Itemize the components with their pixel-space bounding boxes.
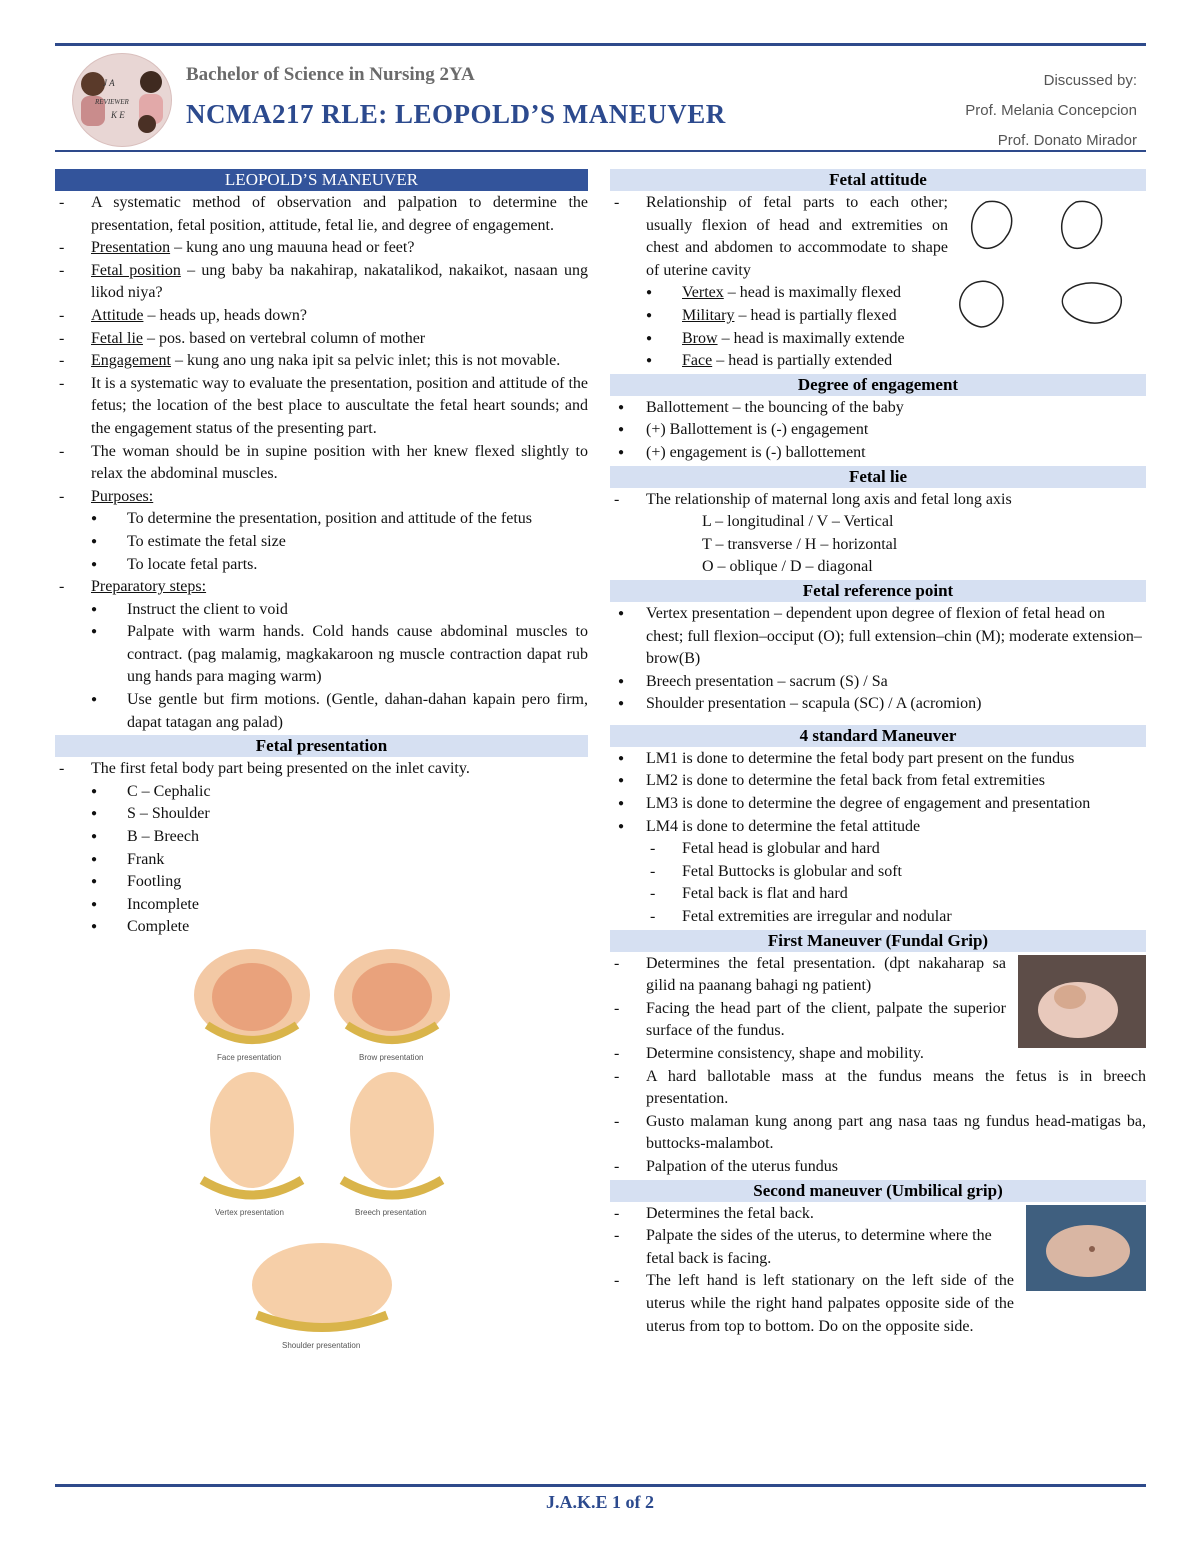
list-item: ● Shoulder presentation – scapula (SC) / A (acromion) bbox=[610, 693, 1146, 716]
list-item: ● (+) engagement is (-) ballottement bbox=[610, 442, 1146, 465]
list-item: ● S – Shoulder bbox=[91, 803, 588, 826]
purposes-list bbox=[91, 508, 588, 576]
lm4-text: LM4 is done to determine the fetal attitude bbox=[646, 817, 921, 835]
section-heading-fetal-lie: Fetal lie bbox=[610, 466, 1146, 488]
list-item: - The woman should be in supine position with her knew flexed slightly to relax the abdominal muscles. bbox=[55, 441, 588, 486]
section-heading-4-standard-maneuver: 4 standard Maneuver bbox=[610, 725, 1146, 747]
definition: – kung ano ung mauuna head or feet? bbox=[170, 239, 415, 257]
list-item: ● (+) Ballottement is (-) engagement bbox=[610, 419, 1146, 442]
fp-intro: The first fetal body part being presented on the inlet cavity. bbox=[91, 760, 470, 778]
fetal-attitude-list bbox=[610, 192, 1146, 373]
attitude-intro: Relationship of fetal parts to each other; usually flexion of head and extremities on chest and abdomen to accommodate to shape of uterine cavity bbox=[646, 194, 948, 279]
term-vertex: Vertex bbox=[682, 284, 724, 302]
list-item: - Gusto malaman kung anong part ang nasa taas ng fundus head-matigas ba, buttocks-malambot. bbox=[610, 1111, 1146, 1156]
list-item: - Facing the head part of the client, palpate the superior surface of the fundus. bbox=[610, 998, 1146, 1043]
section-heading-second-maneuver: Second maneuver (Umbilical grip) bbox=[610, 1180, 1146, 1202]
list-item: - A hard ballotable mass at the fundus means the fetus is in breech presentation. bbox=[610, 1066, 1146, 1111]
definition: – head is maximally flexed bbox=[723, 284, 902, 302]
logo bbox=[72, 53, 172, 147]
svg-text:J A: J A bbox=[103, 78, 115, 88]
term-attitude: Attitude bbox=[91, 306, 144, 324]
shoulder-presentation-illustration bbox=[252, 1243, 392, 1328]
list-item: - Fetal Buttocks is globular and soft bbox=[646, 861, 1146, 884]
list-item: - Fetal back is flat and hard bbox=[646, 883, 1146, 906]
list-item bbox=[610, 816, 1146, 929]
lie-code-line: O – oblique / D – diagonal bbox=[702, 558, 873, 576]
spacer bbox=[610, 716, 1146, 724]
right-column bbox=[610, 168, 1146, 1338]
list-item bbox=[646, 305, 1146, 328]
term-presentation: Presentation bbox=[91, 239, 171, 257]
list-item bbox=[55, 237, 588, 260]
list-item: ● Ballottement – the bouncing of the baby bbox=[610, 397, 1146, 420]
figure-label-shoulder: Shoulder presentation bbox=[282, 1341, 361, 1350]
list-item bbox=[646, 350, 1146, 373]
list-item: ● To determine the presentation, position and attitude of the fetus bbox=[91, 508, 588, 531]
second-maneuver-list bbox=[610, 1203, 1146, 1339]
term-face: Face bbox=[682, 352, 713, 370]
figure-label-face: Face presentation bbox=[217, 1053, 282, 1062]
section-heading-leopold: LEOPOLD’S MANEUVER bbox=[55, 169, 588, 191]
list-item bbox=[55, 486, 588, 576]
vertex-presentation-illustration bbox=[202, 1072, 302, 1195]
figure-label-breech: Breech presentation bbox=[355, 1208, 427, 1217]
term-military: Military bbox=[682, 306, 735, 324]
lm4-sublist bbox=[646, 838, 1146, 928]
preparatory-steps-label: Preparatory steps: bbox=[91, 578, 207, 596]
list-item: ● C – Cephalic bbox=[91, 781, 588, 804]
term-brow: Brow bbox=[682, 329, 718, 347]
list-item: ● Frank bbox=[91, 849, 588, 872]
engagement-list bbox=[610, 397, 1146, 465]
list-item: ● Complete bbox=[91, 916, 588, 939]
purposes-label: Purposes: bbox=[91, 487, 154, 505]
page-footer: J.A.K.E 1 of 2 bbox=[546, 1492, 654, 1512]
section-heading-engagement: Degree of engagement bbox=[610, 374, 1146, 396]
list-item: - Determines the fetal presentation. (dpt nakaharap sa gilid na paanang bahagi ng patient) bbox=[610, 953, 1146, 998]
section-heading-fetal-presentation: Fetal presentation bbox=[55, 735, 588, 757]
list-item: - Fetal extremities are irregular and nodular bbox=[646, 906, 1146, 929]
list-item bbox=[55, 260, 588, 305]
page-title: NCMA217 RLE: LEOPOLD’S MANEUVER bbox=[186, 99, 726, 129]
list-item bbox=[55, 576, 588, 734]
footer-rule bbox=[55, 1484, 1146, 1487]
list-item: ● Footling bbox=[91, 871, 588, 894]
definition: – head is maximally extende bbox=[717, 329, 905, 347]
list-item: ● To locate fetal parts. bbox=[91, 554, 588, 577]
list-item bbox=[646, 328, 1146, 351]
list-item: - The left hand is left stationary on the left side of the uterus while the right hand palpates opposite side of the uterus from top to bottom. Do on the opposite side. bbox=[610, 1270, 1146, 1338]
header-divider bbox=[55, 150, 1146, 152]
fetal-lie-codes bbox=[610, 511, 1146, 579]
list-item: ● LM3 is done to determine the degree of engagement and presentation bbox=[610, 793, 1146, 816]
logo-illustration bbox=[73, 54, 171, 146]
list-item: ● Vertex presentation – dependent upon degree of flexion of fetal head on chest; full flexion–occiput (O); full extension–chin (M); moderate extension–brow(B) bbox=[610, 603, 1146, 671]
list-item: ● To estimate the fetal size bbox=[91, 531, 588, 554]
list-item: ● LM1 is done to determine the fetal body part present on the fundus bbox=[610, 748, 1146, 771]
list-item: ● Incomplete bbox=[91, 894, 588, 917]
brow-presentation-illustration bbox=[334, 949, 450, 1041]
definition: – pos. based on vertebral column of mother bbox=[142, 329, 426, 347]
preparatory-steps-list bbox=[91, 599, 588, 735]
list-item: - Determine consistency, shape and mobility. bbox=[610, 1043, 1146, 1066]
section-heading-first-maneuver: First Maneuver (Fundal Grip) bbox=[610, 930, 1146, 952]
figure-label-brow: Brow presentation bbox=[359, 1053, 424, 1062]
list-item: - Determines the fetal back. bbox=[610, 1203, 1146, 1226]
section-heading-reference-point: Fetal reference point bbox=[610, 580, 1146, 602]
reference-point-list bbox=[610, 603, 1146, 716]
list-item: ● Breech presentation – sacrum (S) / Sa bbox=[610, 671, 1146, 694]
face-presentation-illustration bbox=[194, 949, 310, 1041]
list-item: - A systematic method of observation and palpation to determine the presentation, fetal position, attitude, fetal lie, and degree of engagement. bbox=[55, 192, 588, 237]
maneuver-list bbox=[610, 748, 1146, 929]
term-fetal-position: Fetal position bbox=[91, 261, 181, 279]
definition: – head is partially extended bbox=[712, 352, 893, 370]
list-item: ● Palpate with warm hands. Cold hands cause abdominal muscles to contract. (pag malamig, magkakaroon ng muscle contraction dapat rub ung hands para maging warm) bbox=[91, 621, 588, 689]
lie-code-line: T – transverse / H – horizontal bbox=[702, 535, 898, 553]
discussed-by-label: Discussed by: bbox=[1043, 72, 1137, 89]
fetal-presentation-list bbox=[55, 758, 588, 939]
section-heading-fetal-attitude: Fetal attitude bbox=[610, 169, 1146, 191]
list-item: - It is a systematic way to evaluate the presentation, position and attitude of the fetus; the location of the best place to auscultate the fetal heart sounds; and the engagement status of the presenting part. bbox=[55, 373, 588, 441]
svg-text:REVIEWER: REVIEWER bbox=[95, 98, 129, 106]
list-item: ● B – Breech bbox=[91, 826, 588, 849]
discussed-by-block bbox=[965, 66, 1137, 156]
fetal-lie-list bbox=[610, 489, 1146, 512]
list-item bbox=[646, 282, 1146, 305]
definition: – head is partially flexed bbox=[734, 306, 897, 324]
term-engagement: Engagement bbox=[91, 352, 171, 370]
svg-text:K E: K E bbox=[111, 110, 125, 120]
breech-presentation-illustration bbox=[342, 1072, 442, 1195]
lie-code-line: L – longitudinal / V – Vertical bbox=[702, 513, 894, 531]
list-item: - Fetal head is globular and hard bbox=[646, 838, 1146, 861]
term-fetal-lie: Fetal lie bbox=[91, 329, 143, 347]
list-item: ● Use gentle but firm motions. (Gentle, dahan-dahan kapain pero firm, dapat tatagan ang palad) bbox=[91, 689, 588, 734]
attitude-types bbox=[646, 282, 1146, 372]
definition: – heads up, heads down? bbox=[143, 306, 307, 324]
list-item: - The relationship of maternal long axis and fetal long axis bbox=[610, 489, 1146, 512]
presentation-types bbox=[91, 781, 588, 939]
first-maneuver-list bbox=[610, 953, 1146, 1179]
list-item bbox=[55, 305, 588, 328]
list-item: ● LM2 is done to determine the fetal back from fetal extremities bbox=[610, 770, 1146, 793]
list-item bbox=[55, 328, 588, 351]
list-item: ● Instruct the client to void bbox=[91, 599, 588, 622]
list-item bbox=[55, 350, 588, 373]
definition: – kung ano ung naka ipit sa pelvic inlet; this is not movable. bbox=[170, 352, 561, 370]
left-column bbox=[55, 168, 588, 1363]
list-item bbox=[55, 758, 588, 939]
fetal-presentation-figure bbox=[187, 945, 457, 1355]
top-rule bbox=[55, 43, 1146, 46]
leopold-list bbox=[55, 192, 588, 734]
list-item: - Palpate the sides of the uterus, to determine where the fetal back is facing. bbox=[610, 1225, 1146, 1270]
professor-2: Prof. Donato Mirador bbox=[997, 132, 1137, 149]
figure-label-vertex: Vertex presentation bbox=[215, 1208, 284, 1217]
list-item: - Palpation of the uterus fundus bbox=[610, 1156, 1146, 1179]
professor-1: Prof. Melania Concepcion bbox=[965, 102, 1137, 119]
definition: – ung baby ba nakahirap, nakatalikod, nakaikot, nasaan ung likod niya? bbox=[91, 261, 588, 302]
list-item bbox=[610, 192, 1146, 373]
program-name: Bachelor of Science in Nursing 2YA bbox=[186, 64, 475, 85]
